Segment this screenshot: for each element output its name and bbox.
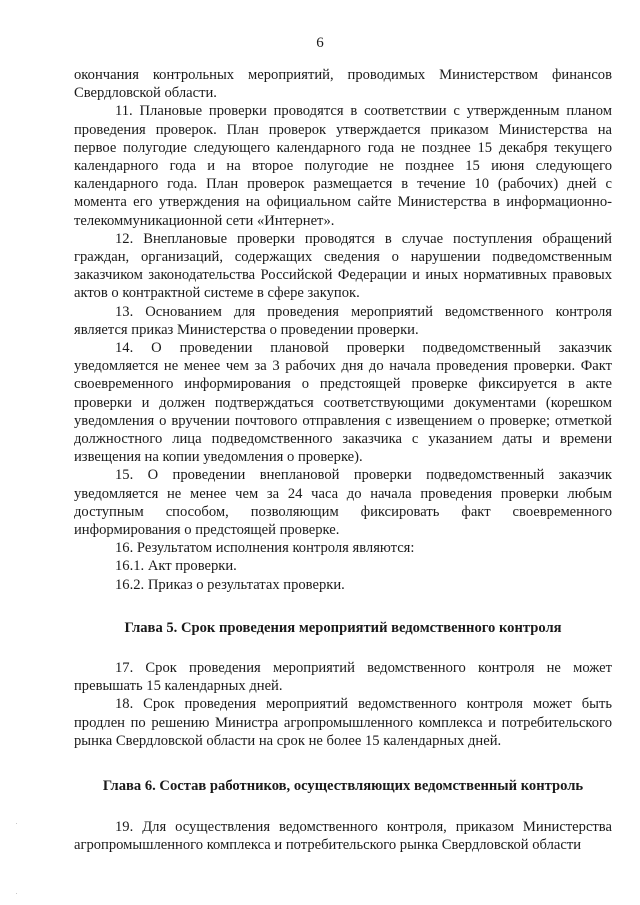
paragraph-19: 19. Для осуществления ведомственного контроля, приказом Министерства агропромышленного комплекса и потребительского рынка Свердловской области [74,818,612,854]
scan-speck [16,823,17,824]
document-body [74,66,612,854]
paragraph-16-2: 16.2. Приказ о результатах проверки. [115,576,345,593]
paragraph-15: 15. О проведении внеплановой проверки подведомственный заказчик уведомляется не менее чем за 24 часа до начала проведения проверки любым доступным способом, позволяющим фиксировать факт своевременного информирования о предстоящей проверке. [74,467,612,539]
scan-speck [16,893,17,894]
paragraph-17: 17. Срок проведения мероприятий ведомственного контроля не может превышать 15 календарных дней. [74,659,612,695]
paragraph-14: 14. О проведении плановой проверки подведомственный заказчик уведомляется не менее чем за 3 рабочих дня до начала проведения проверки. Факт своевременного информирования о предстоящей проверке фиксируется в акте проверки и должен подтверждаться соответствующими документами (корешком уведомления о вручении почтового отправления с извещением о проверке; отметкой должностного лица подведомственного заказчика с указанием даты и времени извещения на копии уведомления о проверке). [74,340,612,466]
paragraph-16-1: 16.1. Акт проверки. [115,558,237,575]
paragraph-16: 16. Результатом исполнения контроля являются: [115,540,415,557]
paragraph-continuation: окончания контрольных мероприятий, проводимых Министерством финансов Свердловской области. [74,67,612,102]
paragraph-13: 13. Основанием для проведения мероприятий ведомственного контроля является приказ Министерства о проведении проверки. [74,303,612,338]
page-number: 6 [316,35,324,51]
paragraph-18: 18. Срок проведения мероприятий ведомственного контроля может быть продлен по решению Министра агропромышленного комплекса и потребительского рынка Свердловской области на срок не более 15 календарных дней. [74,696,612,749]
paragraph-12: 12. Внеплановые проверки проводятся в случае поступления обращений граждан, организаций, содержащих сведения о нарушении подведомственным заказчиком законодательства Российской Федерации и иных нормативных правовых актов о контрактной системе в сфере закупок. [74,230,612,302]
chapter-5-heading: Глава 5. Срок проведения мероприятий ведомственного контроля [124,619,562,636]
paragraph-11: 11. Плановые проверки проводятся в соответствии с утвержденным планом проведения проверок. План проверок утверждается приказом Министерства на первое полугодие следующего календарного года не позднее 15 декабря текущего календарного года и на второе полугодие не позднее 15 июня следующего календарного года. План проверок размещается в течение 10 (рабочих) дней с момента его утверждения на официальном сайте Министерства в информационно-телекоммуникационной сети «Интернет». [74,103,612,229]
chapter-6-heading: Глава 6. Состав работников, осуществляющих ведомственный контроль [102,777,584,794]
